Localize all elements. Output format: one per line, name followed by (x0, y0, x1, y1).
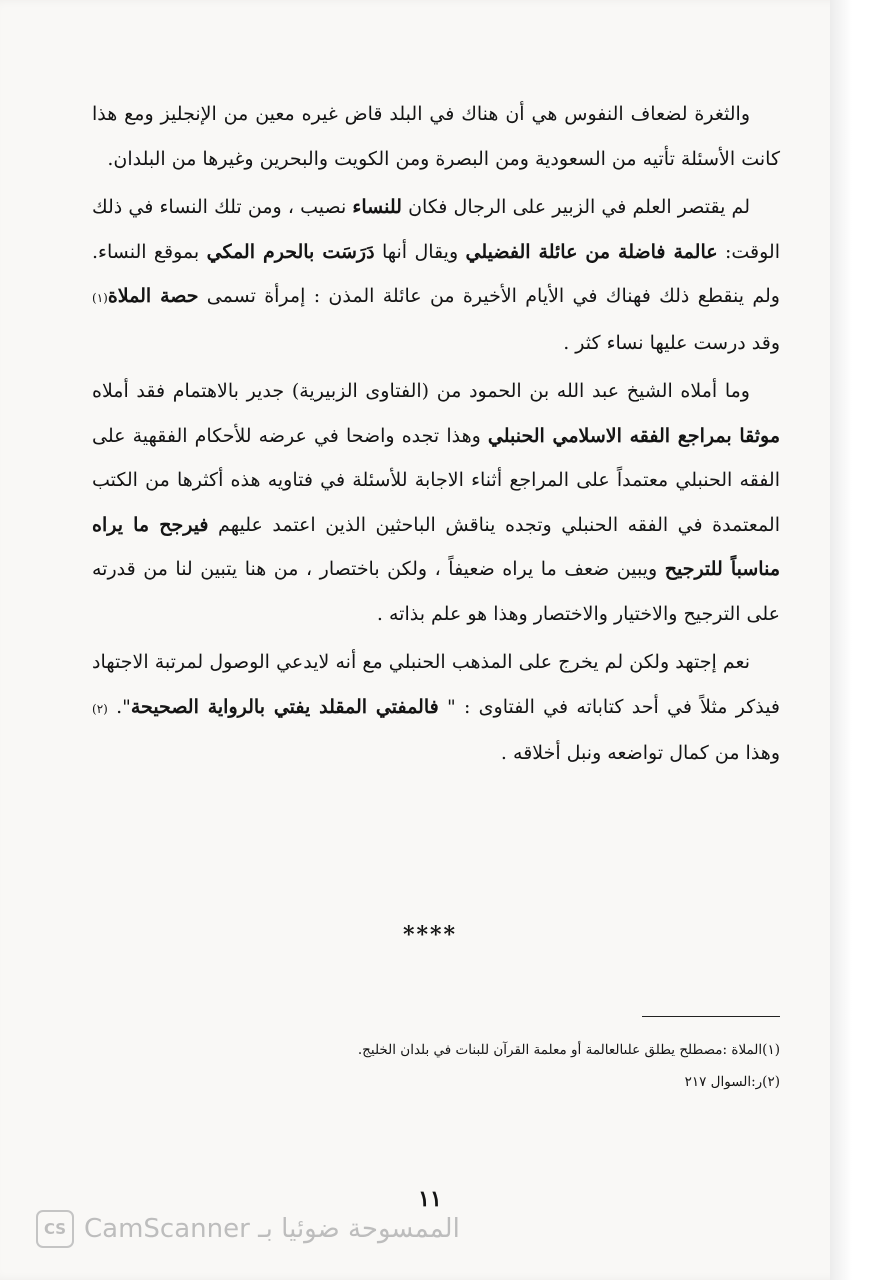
text-run: وهذا تجده واضحا في عرضه للأحكام الفقهية على الفقه الحنبلي معتمداً على المراجع أثناء الاجابة للأسئلة في فتاويه هذه أكثرها من الكتب المعتمدة في الفقه الحنبلي وتجده يناقش الباحثين الذين اعتمد عليهم (92, 424, 780, 536)
text-run: وهذا من كمال تواضعه ونبل أخلاقه . (500, 742, 780, 764)
bold-text: حصة الملاة (107, 285, 199, 307)
text-run: لم يقتصر العلم في الزبير على الرجال فكان (401, 196, 750, 218)
text-run: ويبين ضعف ما يراه ضعيفاً ، ولكن باختصار ، من هنا يتبين لنا من قدرته على الترجيح والاختيار والاختصار وهذا هو علم بذاته . (92, 558, 780, 625)
footnotes (280, 1034, 780, 1098)
bold-text: فالمفتي المقلد يفتي بالرواية الصحيحة (130, 695, 439, 718)
text-run: نصيب ، ومن تلك النساء في ذلك الوقت: (92, 196, 781, 263)
page-number: ١١ (418, 1186, 442, 1212)
body-text (92, 92, 780, 776)
text-run: ويقال أنها (374, 240, 466, 263)
camscanner-watermark (36, 1204, 460, 1254)
page-edge (830, 0, 852, 1280)
bold-text: للنساء (352, 196, 402, 218)
camscanner-logo-icon: CS (36, 1210, 74, 1248)
paragraph (92, 369, 780, 636)
text-run: وقد درست عليها نساء كثر . (563, 331, 780, 354)
text-run: والثغرة لضعاف النفوس هي أن هناك في البلد قاض غيره معين من الإنجليز ومع هذا كانت الأسئلة تأتيه من السعودية ومن البصرة ومن الكويت والبحرين وغيرها من البلدان. (92, 103, 780, 170)
footnote-ref: (٢) (92, 701, 108, 716)
text-run: ". (107, 695, 131, 718)
footnote-1: (١)الملاة :مصطلح يطلق علىالعالمة أو معلمة القرآن للبنات في بلدان الخليج. (357, 1042, 780, 1058)
section-separator: **** (402, 922, 458, 948)
footnote-rule (642, 1016, 780, 1017)
footnote-ref: (١) (92, 291, 108, 305)
bold-text: موثقا بمراجع الفقه الاسلامي الحنبلي (487, 424, 781, 447)
watermark-text: CamScanner الممسوحة ضوئيا بـ (84, 1214, 460, 1244)
paragraph (92, 640, 780, 776)
footnote-2: (٢)ر:السوال ٢١٧ (684, 1074, 780, 1090)
bold-text: دَرَسَت بالحرم المكي (206, 240, 375, 263)
text-run: نعم إجتهد ولكن لم يخرج على المذهب الحنبلي مع أنه لايدعي الوصول لمرتبة الاجتهاد فيذكر مثلاً في أحد كتاباته في الفتاوى : " (92, 651, 781, 718)
bold-text: عالمة فاضلة من عائلة الفضيلي (465, 240, 718, 263)
paragraph (92, 185, 780, 365)
bold-text: فيرجح ما يراه مناسباً للترجيح (92, 513, 780, 580)
text-run: وما أملاه الشيخ عبد الله بن الحمود من (الفتاوى الزبيرية) جدير بالاهتمام فقد أملاه (92, 380, 750, 402)
paragraph (92, 92, 780, 181)
text-run: بموقع النساء. ولم ينقطع ذلك فهناك في الأيام الأخيرة من عائلة المذن : إمرأة تسمى (92, 240, 780, 307)
